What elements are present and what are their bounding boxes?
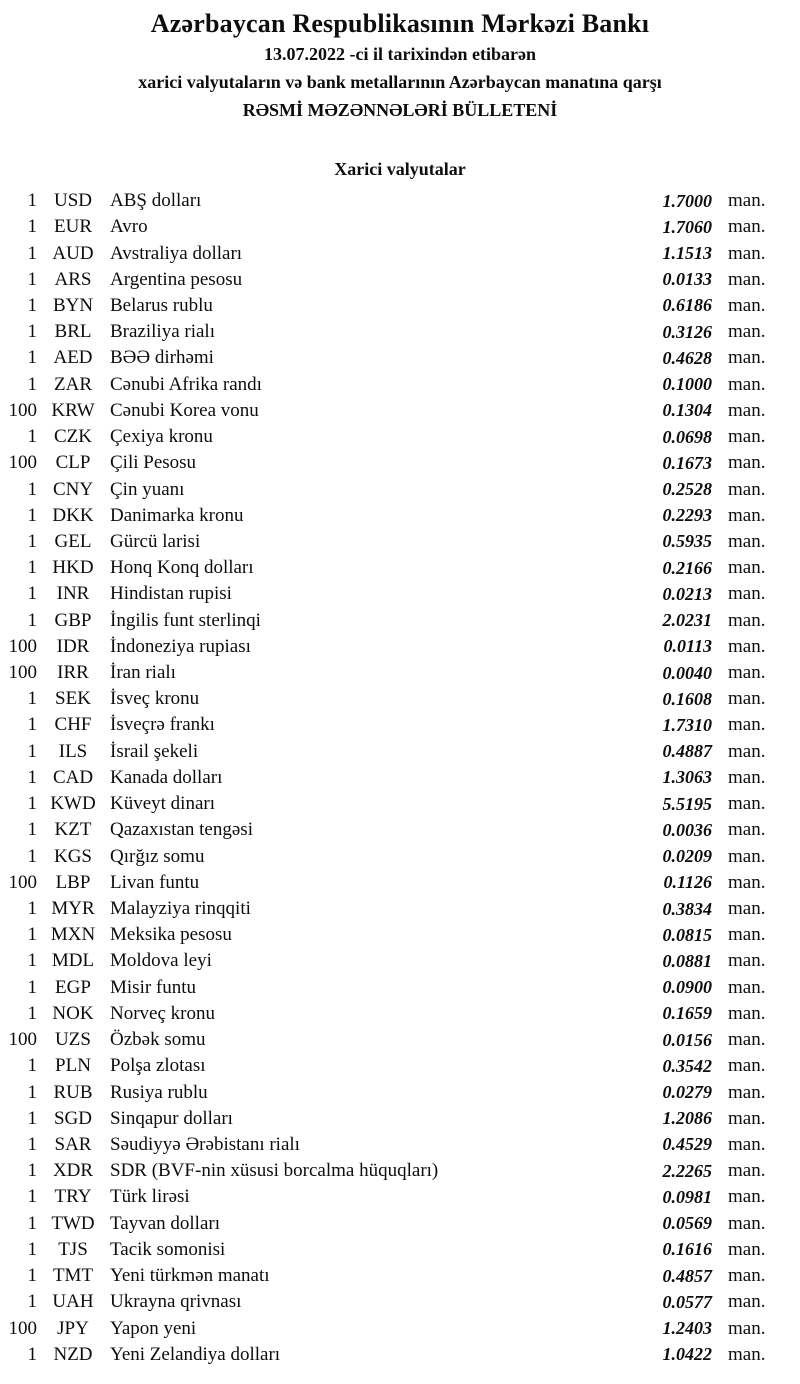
quantity-cell: 1: [27, 845, 37, 867]
currency-name-cell: Kanada dolları: [110, 766, 223, 788]
currency-name-cell: Sinqapur dolları: [110, 1107, 233, 1129]
unit-cell: man.: [728, 714, 766, 736]
unit-cell: man.: [728, 530, 766, 552]
table-row: [0, 1132, 800, 1158]
table-row: [0, 1053, 800, 1079]
rates-table: [0, 188, 800, 1368]
table-row: [0, 1106, 800, 1132]
unit-cell: man.: [728, 1343, 766, 1365]
currency-code-cell: ZAR: [54, 373, 92, 395]
rate-value-cell: 0.0881: [662, 950, 712, 971]
unit-cell: man.: [728, 1055, 766, 1077]
quantity-cell: 1: [27, 1002, 37, 1024]
quantity-cell: 1: [27, 740, 37, 762]
currency-code-cell: UAH: [52, 1291, 94, 1313]
rate-value-cell: 0.1608: [662, 688, 712, 709]
currency-name-cell: Səudiyyə Ərəbistanı rialı: [110, 1133, 300, 1155]
rate-value-cell: 0.0036: [662, 819, 712, 840]
currency-name-cell: Avro: [110, 216, 148, 238]
currency-code-cell: KZT: [54, 819, 92, 841]
unit-cell: man.: [728, 1133, 766, 1155]
quantity-cell: 1: [27, 766, 37, 788]
table-row: [0, 240, 800, 266]
quantity-cell: 100: [8, 399, 37, 421]
currency-code-cell: NZD: [53, 1343, 93, 1365]
table-row: [0, 503, 800, 529]
rate-value-cell: 1.7310: [662, 714, 712, 735]
currency-name-cell: İsrail şekeli: [110, 740, 199, 762]
currency-name-cell: Yeni türkmən manatı: [110, 1265, 270, 1287]
rate-value-cell: 0.3834: [662, 898, 712, 919]
currency-code-cell: JPY: [57, 1317, 89, 1339]
quantity-cell: 1: [27, 1265, 37, 1287]
currency-name-cell: Ukrayna qrivnası: [110, 1291, 242, 1313]
currency-name-cell: Çin yuanı: [110, 478, 185, 500]
quantity-cell: 1: [27, 426, 37, 448]
currency-code-cell: HKD: [52, 557, 94, 579]
currency-name-cell: Belarus rublu: [110, 294, 213, 316]
table-row: [0, 922, 800, 948]
unit-cell: man.: [728, 976, 766, 998]
quantity-cell: 1: [27, 819, 37, 841]
currency-code-cell: MDL: [51, 950, 95, 972]
currency-name-cell: Livan funtu: [110, 871, 200, 893]
table-row: [0, 1237, 800, 1263]
table-row: [0, 712, 800, 738]
currency-code-cell: ILS: [58, 740, 88, 762]
unit-cell: man.: [728, 1002, 766, 1024]
section-title-foreign-currencies: Xarici valyutalar: [334, 159, 466, 179]
unit-cell: man.: [728, 688, 766, 710]
currency-code-cell: MXN: [50, 924, 96, 946]
quantity-cell: 1: [27, 1107, 37, 1129]
rate-value-cell: 0.3542: [662, 1055, 712, 1076]
rate-value-cell: 0.0698: [662, 426, 712, 447]
table-row: [0, 267, 800, 293]
currency-name-cell: İsveç kronu: [110, 688, 200, 710]
unit-cell: man.: [728, 898, 766, 920]
quantity-cell: 1: [27, 793, 37, 815]
rate-value-cell: 1.7060: [662, 216, 712, 237]
rate-value-cell: 0.0569: [662, 1213, 712, 1234]
currency-code-cell: KRW: [51, 399, 95, 421]
unit-cell: man.: [728, 504, 766, 526]
rate-value-cell: 0.1659: [662, 1003, 712, 1024]
unit-cell: man.: [728, 452, 766, 474]
rate-value-cell: 0.6186: [662, 295, 712, 316]
currency-code-cell: AUD: [52, 242, 94, 264]
rate-value-cell: 0.5935: [662, 531, 712, 552]
quantity-cell: 1: [27, 557, 37, 579]
quantity-cell: 1: [27, 1081, 37, 1103]
unit-cell: man.: [728, 321, 766, 343]
currency-code-cell: PLN: [55, 1055, 91, 1077]
currency-code-cell: SEK: [55, 688, 91, 710]
currency-code-cell: AED: [53, 347, 93, 369]
currency-code-cell: TRY: [54, 1186, 92, 1208]
quantity-cell: 1: [27, 688, 37, 710]
rate-value-cell: 0.2166: [662, 557, 712, 578]
unit-cell: man.: [728, 871, 766, 893]
unit-cell: man.: [728, 1238, 766, 1260]
unit-cell: man.: [728, 609, 766, 631]
rate-value-cell: 0.1304: [662, 400, 712, 421]
table-row: [0, 372, 800, 398]
rate-value-cell: 0.1616: [662, 1239, 712, 1260]
quantity-cell: 1: [27, 976, 37, 998]
currency-code-cell: TWD: [51, 1212, 95, 1234]
currency-code-cell: BRL: [54, 321, 92, 343]
currency-code-cell: TJS: [58, 1238, 88, 1260]
currency-name-cell: Çexiya kronu: [110, 426, 213, 448]
table-row: [0, 476, 800, 502]
currency-name-cell: Danimarka kronu: [110, 504, 244, 526]
currency-name-cell: Moldova leyi: [110, 950, 212, 972]
table-row: [0, 214, 800, 240]
currency-code-cell: GBP: [54, 609, 92, 631]
table-row: [0, 1027, 800, 1053]
table-row: [0, 1342, 800, 1368]
currency-code-cell: TMT: [52, 1265, 94, 1287]
quantity-cell: 1: [27, 950, 37, 972]
table-row: [0, 293, 800, 319]
unit-cell: man.: [728, 583, 766, 605]
rate-value-cell: 0.0113: [663, 636, 712, 657]
table-row: [0, 791, 800, 817]
quantity-cell: 1: [27, 924, 37, 946]
unit-cell: man.: [728, 478, 766, 500]
quantity-cell: 1: [27, 1291, 37, 1313]
rate-value-cell: 5.5195: [662, 793, 712, 814]
currency-code-cell: USD: [53, 190, 92, 212]
quantity-cell: 1: [27, 1133, 37, 1155]
currency-code-cell: UZS: [55, 1029, 91, 1051]
quantity-cell: 1: [27, 504, 37, 526]
rate-value-cell: 0.0213: [662, 583, 712, 604]
rate-value-cell: 0.0981: [662, 1186, 712, 1207]
quantity-cell: 100: [8, 635, 37, 657]
table-row: [0, 398, 800, 424]
table-row: [0, 450, 800, 476]
currency-code-cell: EUR: [54, 216, 92, 238]
unit-cell: man.: [728, 190, 766, 212]
currency-name-cell: ABŞ dolları: [110, 190, 202, 212]
quantity-cell: 1: [27, 714, 37, 736]
table-row: [0, 1079, 800, 1105]
unit-cell: man.: [728, 924, 766, 946]
unit-cell: man.: [728, 635, 766, 657]
table-row: [0, 843, 800, 869]
currency-name-cell: İsveçrə frankı: [110, 714, 215, 736]
quantity-cell: 1: [27, 294, 37, 316]
quantity-cell: 100: [8, 871, 37, 893]
currency-code-cell: CAD: [52, 766, 94, 788]
rate-value-cell: 0.0815: [662, 924, 712, 945]
unit-cell: man.: [728, 242, 766, 264]
currency-name-cell: Cənubi Korea vonu: [110, 399, 259, 421]
table-row: [0, 660, 800, 686]
rate-value-cell: 0.1126: [663, 872, 712, 893]
table-row: [0, 1158, 800, 1184]
table-row: [0, 975, 800, 1001]
currency-name-cell: Özbək somu: [110, 1029, 206, 1051]
currency-name-cell: Rusiya rublu: [110, 1081, 208, 1103]
rate-value-cell: 2.2265: [662, 1160, 712, 1181]
quantity-cell: 1: [27, 1212, 37, 1234]
unit-cell: man.: [728, 1291, 766, 1313]
bulletin-document: [0, 8, 800, 1384]
table-row: [0, 896, 800, 922]
quantity-cell: 1: [27, 1160, 37, 1182]
unit-cell: man.: [728, 819, 766, 841]
quantity-cell: 1: [27, 1055, 37, 1077]
currency-code-cell: XDR: [52, 1160, 94, 1182]
currency-name-cell: Norveç kronu: [110, 1002, 215, 1024]
currency-code-cell: SGD: [53, 1107, 92, 1129]
quantity-cell: 1: [27, 609, 37, 631]
rate-value-cell: 1.0422: [662, 1344, 712, 1365]
unit-cell: man.: [728, 1265, 766, 1287]
currency-code-cell: CZK: [54, 426, 92, 448]
document-header: [0, 8, 800, 124]
currency-code-cell: DKK: [52, 504, 94, 526]
unit-cell: man.: [728, 662, 766, 684]
currency-name-cell: BƏƏ dirhəmi: [110, 347, 214, 369]
table-row: [0, 817, 800, 843]
currency-name-cell: Tayvan dolları: [110, 1212, 220, 1234]
rate-value-cell: 0.0577: [662, 1291, 712, 1312]
rate-value-cell: 1.7000: [662, 190, 712, 211]
currency-name-cell: Braziliya rialı: [110, 321, 215, 343]
rate-value-cell: 0.0156: [662, 1029, 712, 1050]
quantity-cell: 100: [8, 452, 37, 474]
currency-code-cell: KGS: [53, 845, 92, 867]
table-row: [0, 1289, 800, 1315]
currency-code-cell: GEL: [54, 530, 92, 552]
table-row: [0, 634, 800, 660]
currency-name-cell: Tacik somonisi: [110, 1238, 226, 1260]
currency-name-cell: İndoneziya rupiası: [110, 635, 251, 657]
unit-cell: man.: [728, 216, 766, 238]
table-row: [0, 1211, 800, 1237]
quantity-cell: 1: [27, 373, 37, 395]
unit-cell: man.: [728, 793, 766, 815]
rate-value-cell: 1.1513: [662, 243, 712, 264]
rate-value-cell: 0.0209: [662, 846, 712, 867]
table-row: [0, 739, 800, 765]
table-row: [0, 686, 800, 712]
unit-cell: man.: [728, 373, 766, 395]
table-row: [0, 608, 800, 634]
unit-cell: man.: [728, 1029, 766, 1051]
quantity-cell: 1: [27, 190, 37, 212]
quantity-cell: 100: [8, 1317, 37, 1339]
currency-name-cell: Hindistan rupisi: [110, 583, 232, 605]
table-row: [0, 1184, 800, 1210]
currency-name-cell: Avstraliya dolları: [110, 242, 243, 264]
quantity-cell: 1: [27, 321, 37, 343]
bulletin-title: RƏSMİ MƏZƏNNƏLƏRİ BÜLLETENİ: [242, 100, 558, 120]
quantity-cell: 1: [27, 898, 37, 920]
rate-value-cell: 0.3126: [662, 321, 712, 342]
rate-value-cell: 0.0040: [662, 662, 712, 683]
currency-code-cell: CLP: [55, 452, 91, 474]
unit-cell: man.: [728, 347, 766, 369]
unit-cell: man.: [728, 1081, 766, 1103]
unit-cell: man.: [728, 557, 766, 579]
currency-name-cell: Meksika pesosu: [110, 924, 232, 946]
rate-value-cell: 0.2528: [662, 479, 712, 500]
rate-value-cell: 0.0900: [662, 977, 712, 998]
table-row: [0, 345, 800, 371]
currency-name-cell: Qırğız somu: [110, 845, 205, 867]
currency-code-cell: ARS: [54, 268, 92, 290]
effective-date-line: 13.07.2022 -ci il tarixindən etibarən: [264, 44, 536, 64]
currency-code-cell: LBP: [55, 871, 91, 893]
rate-value-cell: 1.2403: [662, 1318, 712, 1339]
quantity-cell: 1: [27, 347, 37, 369]
table-row: [0, 1315, 800, 1341]
table-row: [0, 529, 800, 555]
rate-value-cell: 0.1673: [662, 452, 712, 473]
quantity-cell: 1: [27, 583, 37, 605]
currency-code-cell: RUB: [53, 1081, 93, 1103]
table-row: [0, 581, 800, 607]
currency-code-cell: BYN: [52, 294, 94, 316]
unit-cell: man.: [728, 845, 766, 867]
currency-code-cell: SAR: [54, 1133, 92, 1155]
unit-cell: man.: [728, 268, 766, 290]
quantity-cell: 1: [27, 1343, 37, 1365]
rate-value-cell: 0.0279: [662, 1082, 712, 1103]
rate-value-cell: 0.2293: [662, 505, 712, 526]
unit-cell: man.: [728, 1107, 766, 1129]
table-row: [0, 870, 800, 896]
quantity-cell: 1: [27, 268, 37, 290]
currency-name-cell: Cənubi Afrika randı: [110, 373, 262, 395]
currency-name-cell: Misir funtu: [110, 976, 197, 998]
rate-value-cell: 0.4887: [662, 741, 712, 762]
currency-name-cell: Küveyt dinarı: [110, 793, 216, 815]
quantity-cell: 1: [27, 530, 37, 552]
currency-name-cell: Argentina pesosu: [110, 268, 243, 290]
table-row: [0, 948, 800, 974]
table-row: [0, 555, 800, 581]
currency-name-cell: Gürcü larisi: [110, 530, 201, 552]
currency-name-cell: Türk lirəsi: [110, 1186, 190, 1208]
unit-cell: man.: [728, 426, 766, 448]
currency-code-cell: MYR: [51, 898, 95, 920]
currency-name-cell: Yapon yeni: [110, 1317, 197, 1339]
unit-cell: man.: [728, 1317, 766, 1339]
rate-value-cell: 0.4529: [662, 1134, 712, 1155]
unit-cell: man.: [728, 399, 766, 421]
quantity-cell: 100: [8, 1029, 37, 1051]
currency-name-cell: İran rialı: [110, 662, 176, 684]
currency-code-cell: INR: [56, 583, 90, 605]
table-row: [0, 765, 800, 791]
quantity-cell: 1: [27, 242, 37, 264]
currency-name-cell: Polşa zlotası: [110, 1055, 206, 1077]
currency-name-cell: Yeni Zelandiya dolları: [110, 1343, 281, 1365]
currency-code-cell: EGP: [55, 976, 91, 998]
quantity-cell: 1: [27, 478, 37, 500]
bank-title: Azərbaycan Respublikasının Mərkəzi Bankı: [150, 9, 650, 38]
currency-name-cell: İngilis funt sterlinqi: [110, 609, 261, 631]
currency-name-cell: Çili Pesosu: [110, 452, 197, 474]
rate-value-cell: 2.0231: [662, 610, 712, 631]
rate-value-cell: 1.2086: [662, 1108, 712, 1129]
table-row: [0, 1001, 800, 1027]
quantity-cell: 100: [8, 662, 37, 684]
currency-code-cell: NOK: [52, 1002, 94, 1024]
unit-cell: man.: [728, 1212, 766, 1234]
unit-cell: man.: [728, 1186, 766, 1208]
currency-code-cell: IDR: [56, 635, 90, 657]
currency-name-cell: Malayziya rinqqiti: [110, 898, 251, 920]
table-row: [0, 319, 800, 345]
quantity-cell: 1: [27, 1238, 37, 1260]
rate-value-cell: 0.1000: [662, 374, 712, 395]
currency-name-cell: Qazaxıstan tengəsi: [110, 819, 253, 841]
unit-cell: man.: [728, 950, 766, 972]
table-row: [0, 424, 800, 450]
unit-cell: man.: [728, 294, 766, 316]
rate-value-cell: 0.0133: [662, 269, 712, 290]
unit-cell: man.: [728, 766, 766, 788]
quantity-cell: 1: [27, 1186, 37, 1208]
rate-value-cell: 0.4628: [662, 347, 712, 368]
rate-value-cell: 1.3063: [662, 767, 712, 788]
scope-line: xarici valyutaların və bank metallarının Azərbaycan manatına qarşı: [138, 72, 662, 92]
table-row: [0, 188, 800, 214]
currency-code-cell: KWD: [50, 793, 96, 815]
currency-code-cell: IRR: [57, 662, 89, 684]
currency-code-cell: CNY: [52, 478, 94, 500]
table-row: [0, 1263, 800, 1289]
currency-name-cell: Honq Konq dolları: [110, 557, 254, 579]
currency-code-cell: CHF: [54, 714, 92, 736]
unit-cell: man.: [728, 1160, 766, 1182]
unit-cell: man.: [728, 740, 766, 762]
rate-value-cell: 0.4857: [662, 1265, 712, 1286]
currency-name-cell: SDR (BVF-nin xüsusi borcalma hüquqları): [110, 1160, 439, 1182]
quantity-cell: 1: [27, 216, 37, 238]
